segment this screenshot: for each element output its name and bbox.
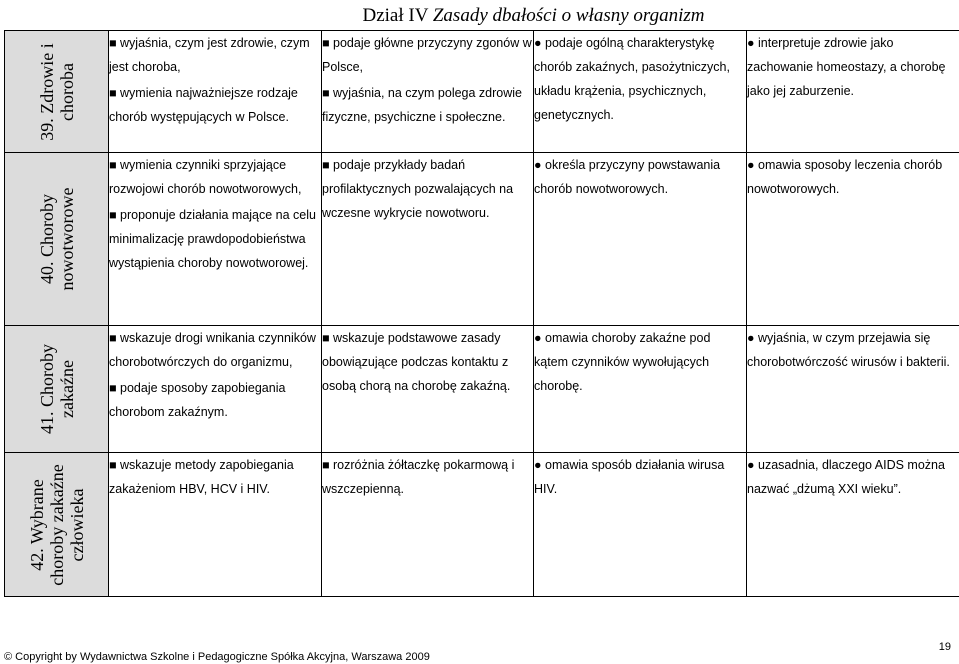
requirement-item: ■ wskazuje metody zapobiegania zakażeniom HBV, HCV i HIV. [109,458,294,496]
requirement-item: ● interpretuje zdrowie jako zachowanie homeostazy, a chorobę jako jej zaburzenie. [747,36,946,98]
table-row [5,31,959,153]
requirement-cell [534,31,747,153]
requirement-item: ■ proponuje działania mające na celu minimalizację prawdopodobieństwa wystąpienia choroby nowotworowej. [109,208,316,270]
requirement-cell [109,31,322,153]
requirement-item: ■ wskazuje podstawowe zasady obowiązujące podczas kontaktu z osobą chorą na chorobę zakaźną. [322,331,511,393]
requirement-item: ■ wskazuje drogi wnikania czynników chorobotwórczych do organizmu, [109,331,316,369]
requirement-item: ■ podaje główne przyczyny zgonów w Polsce, [322,36,532,74]
requirement-item: ● omawia sposoby leczenia chorób nowotworowych. [747,158,943,196]
section-subtitle: Zasady dbałości o własny organizm [432,5,705,26]
requirement-cell [322,453,534,597]
requirement-cell [109,453,322,597]
requirement-cell [534,453,747,597]
requirement-cell [747,453,959,597]
requirement-item: ■ podaje przykłady badań profilaktycznych pozwalających na wczesne wykrycie nowotworu. [322,158,514,220]
topic-cell [5,153,109,326]
requirement-item: ● uzasadnia, dlaczego AIDS można nazwać „dżumą XXI wieku”. [747,458,945,496]
requirement-cell [534,326,747,453]
topic-cell [5,453,109,597]
requirement-cell [747,153,959,326]
table-row [5,326,959,453]
requirement-item: ■ wymienia czynniki sprzyjające rozwojowi chorób nowotworowych, [109,158,302,196]
topic-label: 41. Choroby zakaźne [36,344,77,434]
section-title: Dział IV [362,5,429,26]
topic-label: 40. Choroby nowotworowe [36,187,77,291]
requirement-item: ● wyjaśnia, w czym przejawia się chorobotwórczość wirusów i bakterii. [747,331,950,369]
topic-label: 42. Wybrane choroby zakaźne człowieka [26,463,87,586]
table-row [5,153,959,326]
requirement-item: ■ wymienia najważniejsze rodzaje chorób występujących w Polsce. [109,86,298,124]
requirement-item: ● podaje ogólną charakterystykę chorób zakaźnych, pasożytniczych, układu krążenia, psychicznych, genetycznych. [534,36,730,122]
requirement-item: ● omawia sposób działania wirusa HIV. [534,458,725,496]
requirements-table [4,30,959,597]
requirement-cell [322,153,534,326]
requirement-item: ■ wyjaśnia, czym jest zdrowie, czym jest choroba, [109,36,310,74]
page-number: 19 [938,641,951,653]
requirement-item: ● określa przyczyny powstawania chorób nowotworowych. [534,158,721,196]
requirement-cell [322,326,534,453]
requirement-cell [322,31,534,153]
requirement-cell [109,326,322,453]
requirement-item: ■ podaje sposoby zapobiegania chorobom zakaźnym. [109,381,286,419]
requirement-cell [747,326,959,453]
topic-label: 39. Zdrowie i choroba [36,42,77,141]
topic-cell [5,31,109,153]
requirement-cell [109,153,322,326]
requirement-cell [747,31,959,153]
requirement-item: ■ wyjaśnia, na czym polega zdrowie fizyczne, psychiczne i społeczne. [322,86,522,124]
copyright-footer: © Copyright by Wydawnictwa Szkolne i Pedagogiczne Spółka Akcyjna, Warszawa 2009 [4,651,430,663]
requirement-item: ■ rozróżnia żółtaczkę pokarmową i wszczepienną. [322,458,515,496]
section-header [108,1,959,31]
table-row [5,453,959,597]
topic-cell [5,326,109,453]
requirement-item: ● omawia choroby zakaźne pod kątem czynników wywołujących chorobę. [534,331,711,393]
requirement-cell [534,153,747,326]
